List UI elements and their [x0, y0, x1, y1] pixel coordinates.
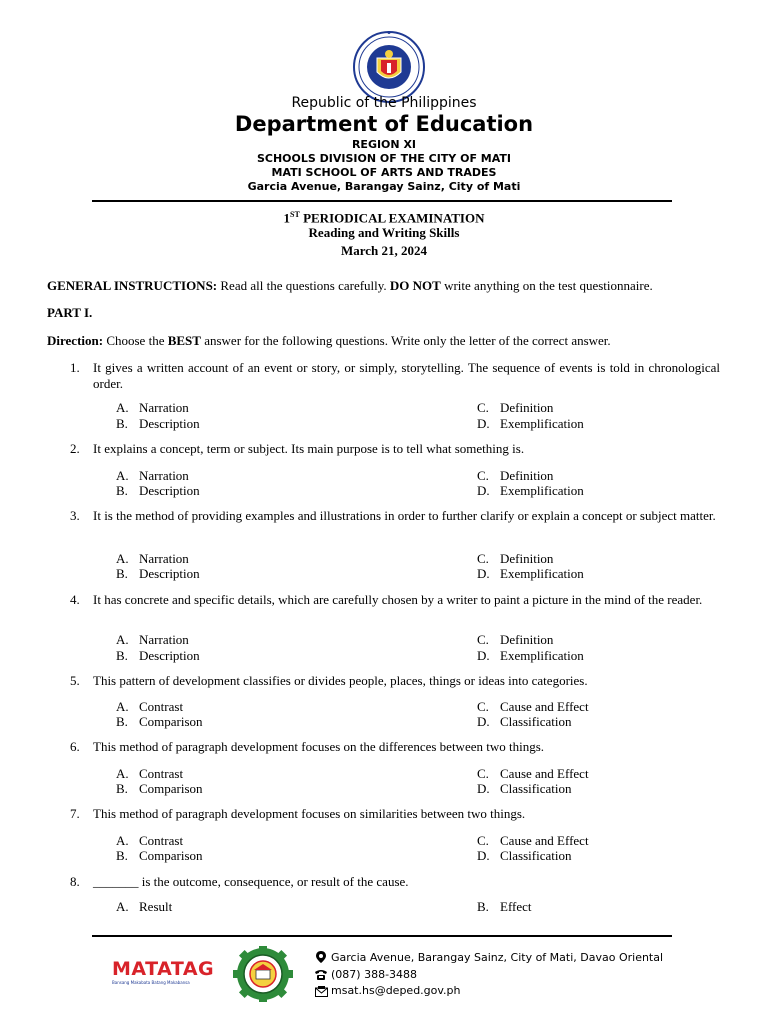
option-letter: C.: [477, 699, 489, 714]
option-text: Exemplification: [500, 566, 584, 581]
option-letter: A.: [116, 551, 129, 566]
question-number: 1.: [70, 360, 80, 375]
question-text: It gives a written account of an event or story, or simply, storytelling. The sequence of events is told in chronological order.: [93, 360, 720, 391]
division-label: SCHOOLS DIVISION OF THE CITY OF MATI: [256, 152, 511, 165]
option-text: Description: [139, 483, 200, 498]
option-b: [116, 416, 200, 432]
exam-title: [0, 207, 768, 226]
option-text: Narration: [139, 551, 189, 566]
option-a: [116, 551, 189, 567]
option-text: Comparison: [139, 714, 203, 729]
school-address: Garcia Avenue, Barangay Sainz, City of Mati: [247, 180, 521, 193]
option-d: [477, 566, 584, 582]
option-letter: C.: [477, 632, 489, 647]
option-letter: A.: [116, 899, 129, 914]
option-b: [116, 483, 200, 499]
option-d: [477, 416, 584, 432]
option-letter: D.: [477, 416, 490, 431]
option-letter: D.: [477, 648, 490, 663]
region-label: REGION XI: [351, 138, 417, 151]
question-5: [70, 673, 720, 689]
option-a: [116, 699, 183, 715]
option-letter: D.: [477, 848, 490, 863]
option-letter: B.: [477, 899, 489, 914]
question-text: _______ is the outcome, consequence, or result of the cause.: [93, 874, 409, 889]
option-a: [116, 468, 189, 484]
question-number: 2.: [70, 441, 80, 456]
option-letter: A.: [116, 833, 129, 848]
option-a: [116, 632, 189, 648]
option-letter: A.: [116, 468, 129, 483]
option-text: Narration: [139, 632, 189, 647]
option-letter: D.: [477, 781, 490, 796]
option-text: Classification: [500, 714, 572, 729]
option-letter: B.: [116, 781, 128, 796]
option-text: Description: [139, 566, 200, 581]
question-8: [70, 874, 720, 890]
option-letter: A.: [116, 400, 129, 415]
deped-seal-logo: [350, 30, 428, 104]
direction: [47, 333, 611, 349]
option-text: Contrast: [139, 766, 184, 781]
direction-text1: Choose the: [106, 333, 165, 348]
option-text: Definition: [500, 551, 554, 566]
option-c: [477, 468, 553, 484]
option-letter: D.: [477, 566, 490, 581]
option-text: Contrast: [139, 833, 184, 848]
option-text: Definition: [500, 632, 554, 647]
department-title: Department of Education: [234, 112, 534, 136]
exam-ordinal-suffix: ST: [290, 210, 300, 219]
option-letter: B.: [116, 566, 128, 581]
option-text: Cause and Effect: [500, 833, 589, 848]
school-name: MATI SCHOOL OF ARTS AND TRADES: [271, 166, 497, 179]
option-b: [116, 714, 203, 730]
exam-date: March 21, 2024: [340, 243, 428, 258]
option-a: [116, 766, 183, 782]
option-text: Cause and Effect: [500, 699, 589, 714]
option-text: Comparison: [139, 848, 203, 863]
matatag-logo-tagline: Bansang Makabata Batang Makabansa: [112, 980, 190, 985]
option-c: [477, 766, 589, 782]
question-number: 5.: [70, 673, 80, 688]
option-b: [116, 781, 203, 797]
question-text: This method of paragraph development focuses on the differences between two things.: [93, 739, 545, 754]
question-text: This method of paragraph development focuses on similarities between two things.: [93, 806, 526, 821]
option-letter: B.: [116, 648, 128, 663]
option-letter: D.: [477, 483, 490, 498]
option-a: [116, 400, 189, 416]
general-instructions-label: GENERAL INSTRUCTIONS:: [47, 278, 218, 293]
question-6: [70, 739, 720, 755]
phone-icon: [314, 967, 328, 985]
option-text: Definition: [500, 400, 554, 415]
school-gear-seal-logo: [233, 946, 293, 1002]
exam-ordinal: 1: [283, 210, 291, 226]
general-instructions: [47, 278, 653, 294]
option-text: Effect: [500, 899, 532, 914]
exam-title-text: PERIODICAL EXAMINATION: [303, 210, 485, 226]
option-text: Description: [139, 648, 200, 663]
option-c: [477, 400, 553, 416]
header-divider: [92, 200, 672, 202]
option-b: [116, 566, 200, 582]
option-letter: B.: [116, 483, 128, 498]
question-number: 8.: [70, 874, 80, 889]
question-number: 4.: [70, 592, 80, 607]
option-letter: C.: [477, 766, 489, 781]
option-letter: C.: [477, 468, 489, 483]
footer-phone: (087) 388-3488: [331, 968, 418, 981]
matatag-logo-text: MATATAG: [112, 958, 215, 980]
option-letter: A.: [116, 766, 129, 781]
question-7: [70, 806, 720, 822]
question-text: It is the method of providing examples and illustrations in order to further clarify or explain a concept or subject matter.: [93, 508, 716, 523]
option-letter: A.: [116, 632, 129, 647]
direction-label: Direction:: [47, 333, 104, 348]
option-letter: A.: [116, 699, 129, 714]
option-a: [116, 833, 183, 849]
footer-email: msat.hs@deped.gov.ph: [331, 984, 461, 997]
option-letter: D.: [477, 714, 490, 729]
question-number: 6.: [70, 739, 80, 754]
question-text: This pattern of development classifies or divides people, places, things or ideas into categories.: [93, 673, 588, 688]
option-c: [477, 632, 553, 648]
option-text: Exemplification: [500, 648, 584, 663]
general-instructions-emphasis: DO NOT: [389, 278, 441, 293]
footer-divider: [92, 935, 672, 937]
question-number: 7.: [70, 806, 80, 821]
part-heading: PART I.: [47, 305, 93, 320]
footer-address: Garcia Avenue, Barangay Sainz, City of Mati, Davao Oriental: [331, 951, 664, 964]
direction-text2: answer for the following questions. Write only the letter of the correct answer.: [204, 333, 611, 348]
question-number: 3.: [70, 508, 80, 523]
option-c: [477, 833, 589, 849]
email-icon: [315, 984, 328, 1002]
option-letter: C.: [477, 551, 489, 566]
option-letter: B.: [116, 714, 128, 729]
option-d: [477, 483, 584, 499]
option-b: [477, 899, 532, 915]
option-text: Classification: [500, 781, 572, 796]
option-c: [477, 699, 589, 715]
option-letter: C.: [477, 400, 489, 415]
option-b: [116, 648, 200, 664]
option-text: Result: [139, 899, 173, 914]
question-text: It has concrete and specific details, which are carefully chosen by a writer to paint a picture in the mind of the reader.: [93, 592, 703, 607]
option-text: Cause and Effect: [500, 766, 589, 781]
option-d: [477, 648, 584, 664]
option-c: [477, 551, 553, 567]
option-text: Narration: [139, 400, 189, 415]
direction-emphasis: BEST: [167, 333, 201, 348]
question-3: [70, 508, 720, 524]
location-pin-icon: [316, 950, 326, 968]
option-letter: B.: [116, 416, 128, 431]
option-text: Narration: [139, 468, 189, 483]
option-letter: C.: [477, 833, 489, 848]
republic-heading: Republic of the Philippines: [291, 95, 477, 111]
exam-subject: Reading and Writing Skills: [308, 225, 460, 240]
option-text: Description: [139, 416, 200, 431]
general-instructions-text1: Read all the questions carefully.: [220, 278, 387, 293]
option-b: [116, 848, 203, 864]
option-text: Exemplification: [500, 416, 584, 431]
general-instructions-text2: write anything on the test questionnaire.: [444, 278, 653, 293]
matatag-logo: [112, 958, 218, 986]
option-text: Definition: [500, 468, 554, 483]
option-text: Classification: [500, 848, 572, 863]
option-text: Comparison: [139, 781, 203, 796]
option-text: Exemplification: [500, 483, 584, 498]
question-text: It explains a concept, term or subject. Its main purpose is to tell what something is.: [93, 441, 525, 456]
question-1: [70, 360, 720, 392]
option-letter: B.: [116, 848, 128, 863]
option-text: Contrast: [139, 699, 184, 714]
option-d: [477, 714, 572, 730]
option-a: [116, 899, 172, 915]
question-4: [70, 592, 720, 608]
question-2: [70, 441, 720, 457]
option-d: [477, 781, 572, 797]
option-d: [477, 848, 572, 864]
